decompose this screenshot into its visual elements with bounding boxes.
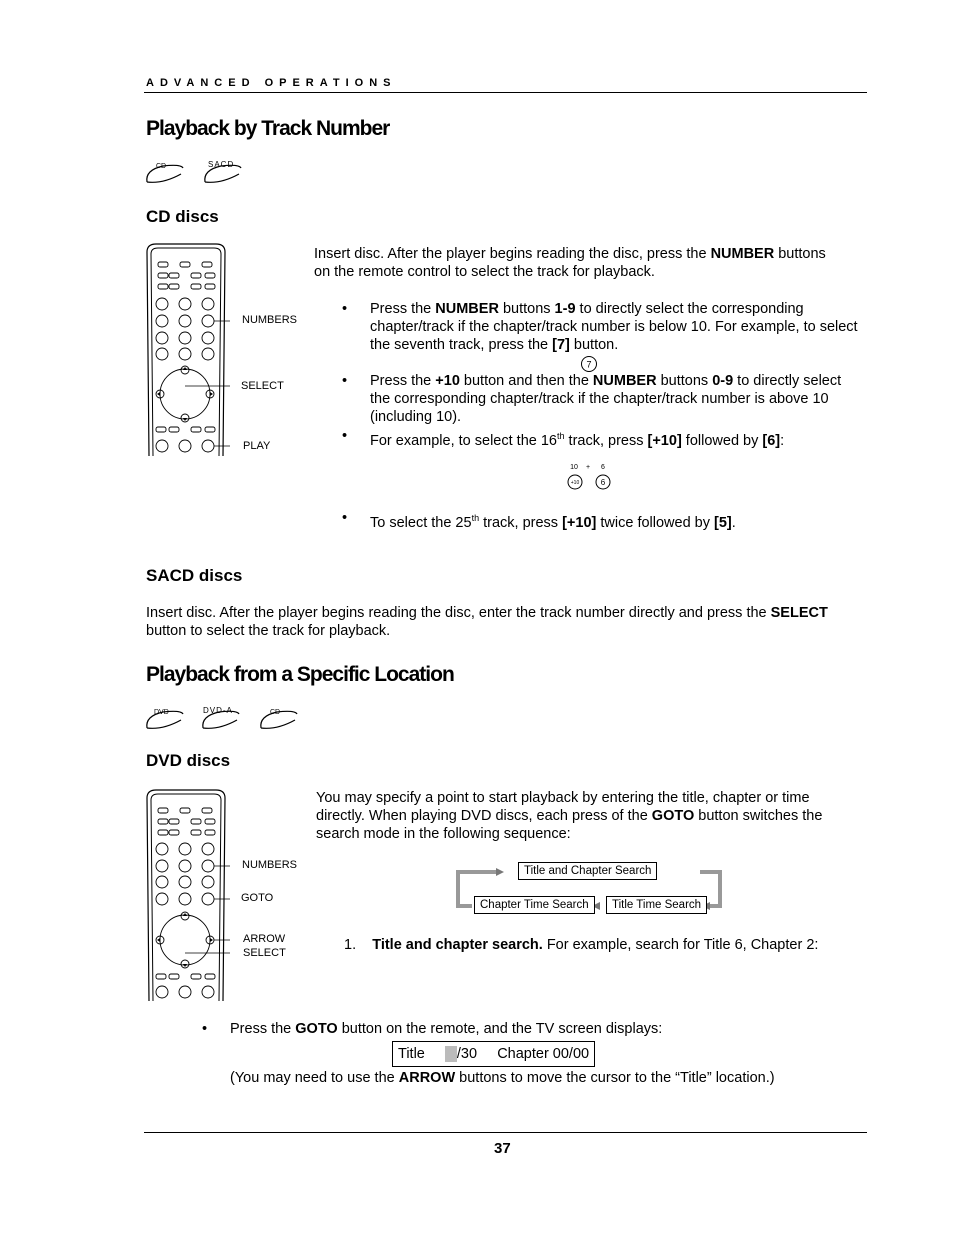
heading-dvd-discs: DVD discs bbox=[146, 751, 231, 770]
remote2-label-numbers: NUMBERS bbox=[242, 859, 298, 871]
key-7-icon bbox=[580, 355, 598, 373]
tv-title-total: /30 bbox=[456, 1046, 478, 1062]
key-caption-plus: + bbox=[585, 464, 591, 471]
cd-bullet-2: • Press the +10 button and then the NUMBER buttons 0-9 to directly select the corresponding chapter/track if the chapter/track number is above 10 (including 10). bbox=[342, 373, 842, 425]
key-7-label: 7 bbox=[586, 359, 592, 370]
remote-illustration-2 bbox=[144, 788, 230, 1001]
dvd-intro-paragraph: You may specify a point to start playback by entering the title, chapter or time directly. When playing DVD discs, each press of the GOTO button switches the search mode in the following sequence: bbox=[316, 790, 823, 842]
tv-title-label: Title bbox=[398, 1046, 425, 1062]
key-6-label: 6 bbox=[600, 478, 606, 487]
remote-label-select: SELECT bbox=[241, 380, 284, 392]
page-number: 37 bbox=[494, 1140, 511, 1157]
heading-cd-discs: CD discs bbox=[146, 207, 219, 226]
flow-box-title-chapter-search: Title and Chapter Search bbox=[518, 862, 657, 880]
disc-label-dvd-a: DVD-A bbox=[203, 706, 233, 715]
key-caption-6: 6 bbox=[601, 464, 605, 471]
header-rule bbox=[144, 92, 867, 93]
disc-label-cd-2: CD bbox=[270, 709, 281, 716]
remote-label-play: PLAY bbox=[243, 440, 271, 452]
key-example-plus10-6 bbox=[562, 460, 616, 492]
running-header: ADVANCED OPERATIONS bbox=[146, 77, 397, 89]
dvd-item-1: 1. Title and chapter search. For example, search for Title 6, Chapter 2: bbox=[344, 937, 819, 953]
remote-illustration-1 bbox=[144, 242, 230, 456]
tv-cursor bbox=[445, 1046, 457, 1062]
tv-screen-display bbox=[392, 1041, 595, 1067]
heading-sacd-discs: SACD discs bbox=[146, 566, 243, 585]
cd-bullet-4: • To select the 25th track, press [+10] twice followed by [5]. bbox=[342, 510, 736, 531]
remote-label-numbers: NUMBERS bbox=[242, 314, 298, 326]
key-plus10-label: +10 bbox=[570, 480, 580, 486]
disc-icons-row-1 bbox=[143, 156, 253, 190]
remote2-label-goto: GOTO bbox=[241, 892, 274, 904]
disc-icons-row-2 bbox=[143, 702, 308, 736]
dvd-arrow-note: (You may need to use the ARROW buttons to move the cursor to the “Title” location.) bbox=[230, 1070, 775, 1086]
key-caption-10: 10 bbox=[570, 464, 578, 471]
flow-box-chapter-time-search: Chapter Time Search bbox=[474, 896, 595, 914]
flow-box-title-time-search: Title Time Search bbox=[606, 896, 707, 914]
section-title-track-number: Playback by Track Number bbox=[146, 117, 390, 140]
disc-label-sacd: SACD bbox=[208, 160, 235, 169]
disc-label-dvd: DVD bbox=[154, 709, 169, 716]
footer-rule bbox=[144, 1132, 867, 1133]
tv-chapter: Chapter 00/00 bbox=[497, 1046, 590, 1062]
cd-bullet-1: • Press the NUMBER buttons 1-9 to directly select the corresponding chapter/track if the chapter/track number is below 10. For example, to select the seventh track, press the [7] button. bbox=[342, 301, 858, 353]
dvd-bullet-goto: • Press the GOTO button on the remote, and the TV screen displays: bbox=[202, 1021, 663, 1037]
sacd-paragraph: Insert disc. After the player begins reading the disc, enter the track number directly and press the SELECT button to select the track for playback. bbox=[146, 605, 828, 639]
remote2-label-arrow: ARROW bbox=[243, 933, 286, 945]
cd-intro-paragraph: Insert disc. After the player begins reading the disc, press the NUMBER buttons on the remote control to select the track for playback. bbox=[314, 246, 826, 280]
cd-bullet-3: • For example, to select the 16th track, press [+10] followed by [6]: bbox=[342, 428, 785, 449]
section-title-specific-location: Playback from a Specific Location bbox=[146, 663, 454, 686]
remote2-label-select: SELECT bbox=[243, 947, 286, 959]
disc-label-cd: CD bbox=[156, 163, 167, 170]
